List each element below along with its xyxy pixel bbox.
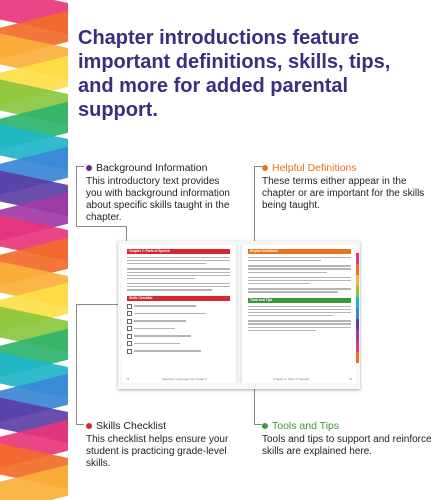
text-line xyxy=(127,283,230,284)
page-footer: Spectrum Language Arts Grade 3 xyxy=(162,377,207,381)
leader-line xyxy=(254,166,262,167)
text-line xyxy=(248,315,333,316)
bullet-dot-icon xyxy=(86,165,92,171)
text-line xyxy=(248,268,351,269)
text-line xyxy=(248,257,351,258)
text-line xyxy=(248,323,351,324)
text-line xyxy=(248,277,351,278)
callout-title-row xyxy=(262,420,432,432)
rainbow-stripe-border xyxy=(0,0,68,500)
callout-title-row xyxy=(86,162,236,174)
text-line xyxy=(127,272,230,273)
text-line xyxy=(248,312,351,313)
book-spread-image xyxy=(118,241,360,389)
left-page xyxy=(122,245,235,383)
text-line xyxy=(248,272,327,273)
bullet-dot-icon xyxy=(262,423,268,429)
text-line xyxy=(248,283,310,284)
callout-title: Skills Checklist xyxy=(96,420,167,432)
text-line xyxy=(127,278,195,279)
right-page-header: Helpful Definitions xyxy=(248,249,351,254)
callout-tools-and-tips xyxy=(262,420,432,458)
text-line xyxy=(248,291,338,292)
text-line xyxy=(127,289,212,290)
text-line xyxy=(248,260,321,261)
text-line xyxy=(248,288,351,289)
callout-title: Background Information xyxy=(96,162,208,174)
text-line xyxy=(248,309,351,310)
bullet-dot-icon xyxy=(262,165,268,171)
callout-background-information xyxy=(86,162,236,224)
page-edge-tabs xyxy=(356,253,359,363)
tools-and-tips-header: Tools and Tips xyxy=(248,298,351,303)
callout-title: Helpful Definitions xyxy=(272,162,357,174)
text-line xyxy=(127,260,230,261)
text-line xyxy=(248,327,351,328)
text-line xyxy=(248,280,351,281)
callout-description: This introductory text provides you with background information about specific skills taught in the chapter. xyxy=(86,176,230,223)
checkbox-icon xyxy=(127,319,132,324)
callout-skills-checklist xyxy=(86,420,236,470)
leader-line xyxy=(254,166,255,246)
callout-description: These terms either appear in the chapter or are important for the skills being taught. xyxy=(262,176,425,211)
callout-description: This checklist helps ensure your student is practicing grade-level skills. xyxy=(86,434,229,469)
checklist-item xyxy=(127,311,230,316)
checklist-item xyxy=(127,304,230,309)
leader-line xyxy=(76,166,84,167)
checklist-item xyxy=(127,334,230,339)
text-line xyxy=(127,263,206,264)
callout-title-row xyxy=(262,162,432,174)
leader-line xyxy=(76,424,84,425)
checkbox-icon xyxy=(127,334,132,339)
leader-line xyxy=(76,226,126,227)
checkbox-icon xyxy=(127,304,132,309)
leader-line xyxy=(254,424,262,425)
text-line xyxy=(127,275,230,276)
checklist-item xyxy=(127,349,230,354)
leader-line xyxy=(76,166,77,226)
checklist-item xyxy=(127,341,230,346)
right-page xyxy=(243,245,356,383)
checkbox-icon xyxy=(127,349,132,354)
callout-title-row xyxy=(86,420,236,432)
headline: Chapter introductions feature important definitions, skills, tips, and more for added parental support. xyxy=(78,27,391,121)
text-line xyxy=(248,265,351,266)
callout-title: Tools and Tips xyxy=(272,420,340,432)
text-line xyxy=(127,286,230,287)
callout-description: Tools and tips to support and reinforce skills are explained here. xyxy=(262,434,432,457)
text-line xyxy=(248,320,351,321)
left-page-header: Chapter 2: Parts of Speech xyxy=(127,249,230,254)
page-number: 75 xyxy=(348,377,352,381)
checklist-item xyxy=(127,319,230,324)
text-line xyxy=(248,330,316,331)
bullet-dot-icon xyxy=(86,423,92,429)
leader-line xyxy=(76,304,77,424)
page-footer: Chapter 2: Parts of Speech xyxy=(273,377,310,381)
checklist-item xyxy=(127,326,230,331)
skills-checklist-header: Skills Checklist xyxy=(127,296,230,301)
checkbox-icon xyxy=(127,341,132,346)
text-line xyxy=(127,257,230,258)
page-number: 74 xyxy=(126,377,130,381)
text-line xyxy=(248,306,351,307)
book-gutter xyxy=(237,245,241,383)
checkbox-icon xyxy=(127,326,132,331)
text-line xyxy=(127,268,230,269)
callout-helpful-definitions xyxy=(262,162,432,212)
checkbox-icon xyxy=(127,311,132,316)
